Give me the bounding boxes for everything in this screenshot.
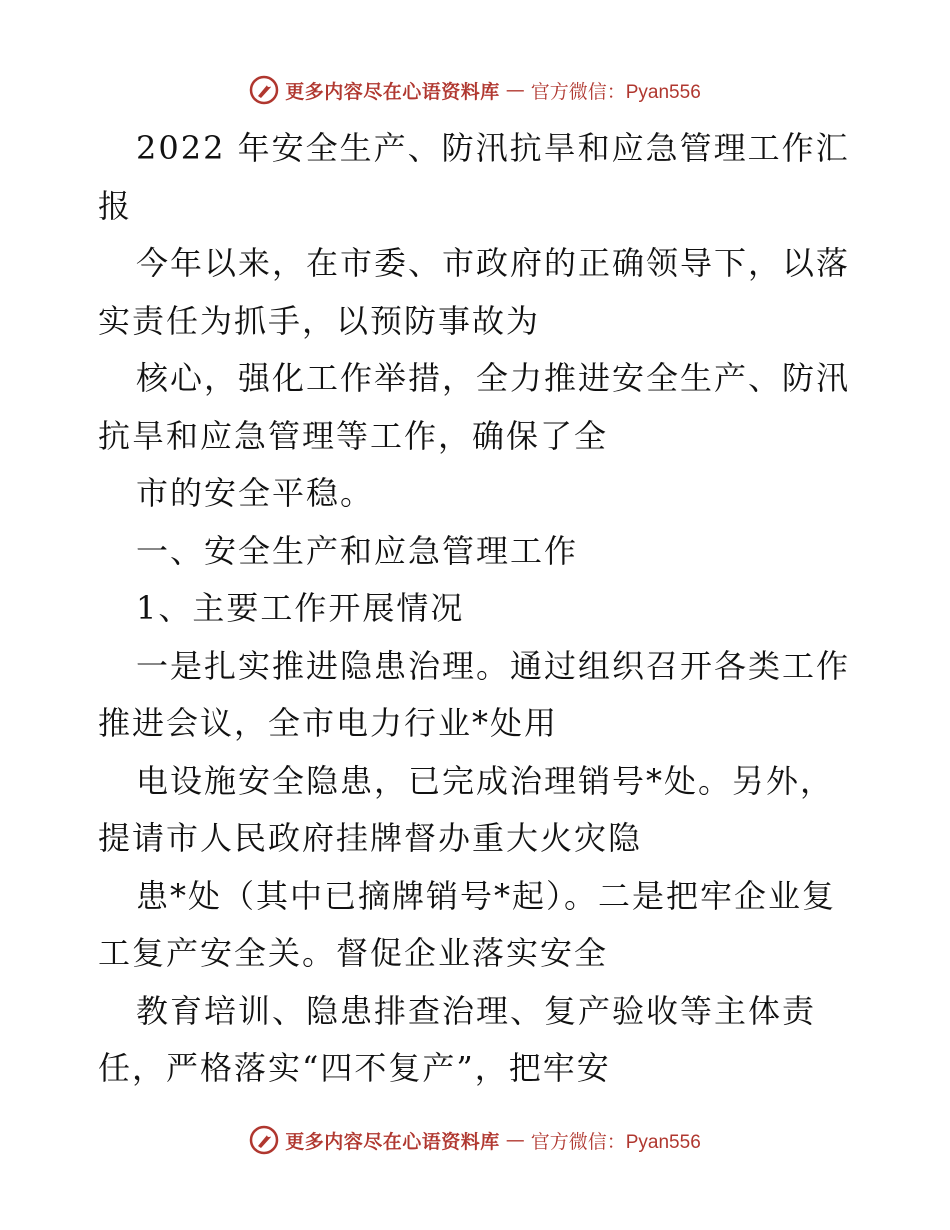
watermark-text: 更多内容尽在心语资料库 — [285, 80, 500, 103]
document-body — [98, 120, 858, 1098]
header-watermark — [0, 70, 950, 110]
watermark-account: 官方微信：Pyan556 — [530, 81, 701, 103]
pen-nib-logo-icon — [249, 1125, 279, 1155]
text-line: 工复产安全关。督促企业落实安全 — [98, 934, 609, 972]
text-line: 一是扎实推进隐患治理。通过组织召开各类工作 — [136, 646, 851, 685]
text-line: 教育培训、隐患排查治理、复产验收等主体责 — [136, 991, 817, 1030]
section-heading: 一、安全生产和应急管理工作 — [136, 531, 579, 570]
text-line: 推进会议，全市电力行业*处用 — [98, 704, 559, 742]
text-line: 提请市人民政府挂牌督办重大火灾隐 — [98, 819, 643, 857]
footer-watermark — [0, 1120, 950, 1160]
watermark-separator: — — [505, 1129, 525, 1151]
text-line: 2022 年安全生产、防汛抗旱和应急管理工作汇 — [136, 129, 850, 167]
watermark-text: 更多内容尽在心语资料库 — [285, 1130, 500, 1153]
text-line: 患*处（其中已摘牌销号*起）。二是把牢企业复 — [136, 876, 837, 915]
watermark-separator: — — [505, 79, 525, 101]
text-line: 市的安全平稳。 — [136, 474, 375, 512]
text-line: 报 — [98, 186, 133, 225]
text-line: 抗旱和应急管理等工作，确保了全 — [98, 416, 609, 455]
text-line: 电设施安全隐患，已完成治理销号*处。另外， — [136, 761, 835, 800]
text-line: 任，严格落实“四不复产”，把牢安 — [98, 1049, 611, 1087]
subsection-heading: 1、主要工作开展情况 — [136, 589, 465, 627]
watermark-account: 官方微信：Pyan556 — [530, 1131, 701, 1153]
text-line: 实责任为抓手，以预防事故为 — [98, 301, 541, 340]
text-line: 核心，强化工作举措，全力推进安全生产、防汛 — [136, 359, 851, 397]
pen-nib-logo-icon — [249, 75, 279, 105]
text-line: 今年以来，在市委、市政府的正确领导下，以落 — [136, 244, 851, 282]
